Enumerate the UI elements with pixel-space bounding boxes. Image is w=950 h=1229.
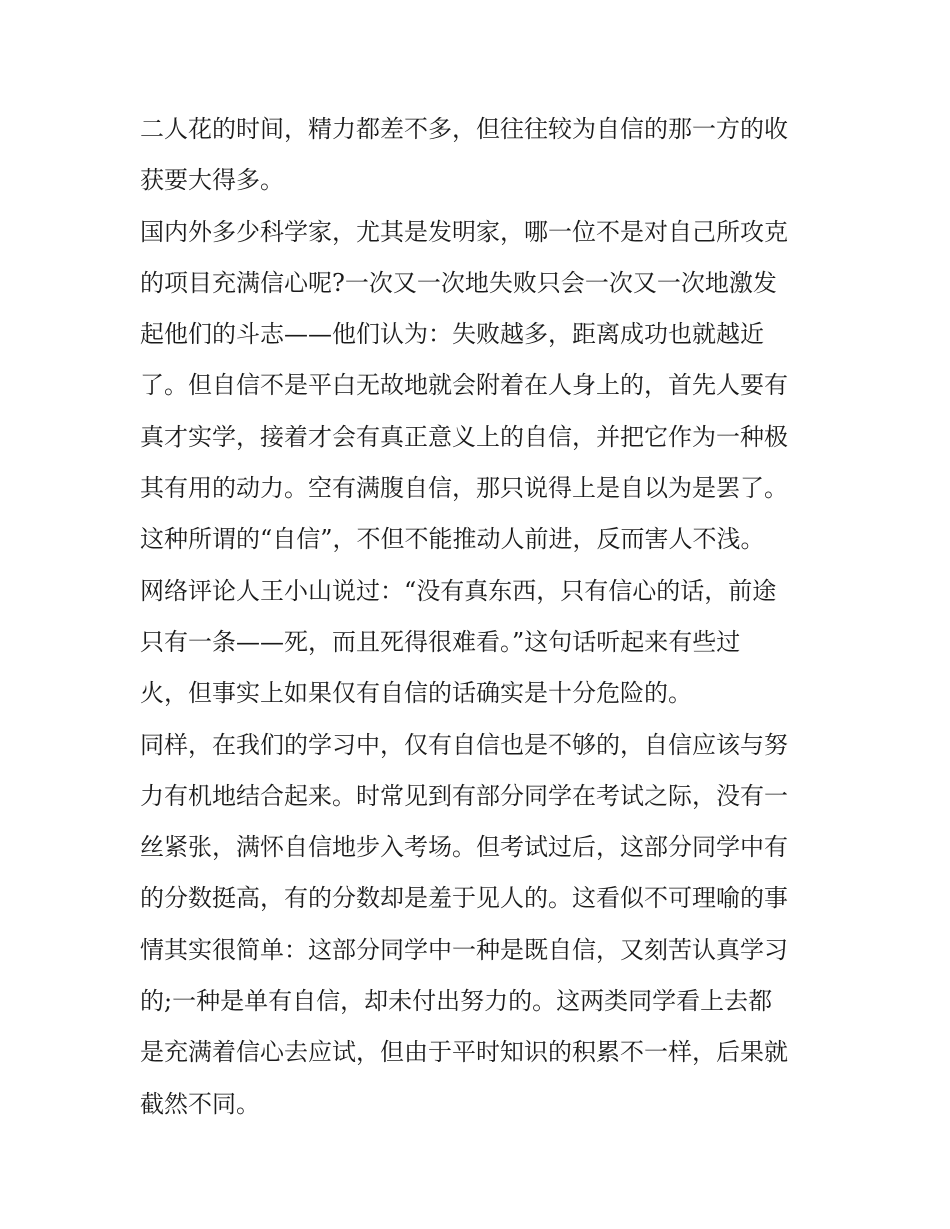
text-line: 其有用的动力。空有满腹自信，那只说得上是自以为是罢了。 xyxy=(140,474,788,503)
text-line: 情其实很简单：这部分同学中一种是既自信，又刻苦认真学习 xyxy=(140,935,788,964)
text-line: 真才实学，接着才会有真正意义上的自信，并把它作为一种极 xyxy=(140,422,788,451)
text-line: 是充满着信心去应试，但由于平时知识的积累不一样，后果就 xyxy=(140,1038,788,1067)
text-line: 起他们的斗志——他们认为：失败越多，距离成功也就越近 xyxy=(140,320,764,349)
text-line: 这种所谓的“自信”，不但不能推动人前进，反而害人不浅。 xyxy=(140,525,765,554)
text-line: 火，但事实上如果仅有自信的话确实是十分危险的。 xyxy=(140,679,692,708)
text-line: 只有一条——死，而且死得很难看。”这句话听起来有些过 xyxy=(140,627,741,656)
text-line: 力有机地结合起来。时常见到有部分同学在考试之际，没有一 xyxy=(140,781,788,810)
text-line: 截然不同。 xyxy=(140,1089,260,1118)
text-line: 丝紧张，满怀自信地步入考场。但考试过后，这部分同学中有 xyxy=(140,833,788,862)
body-text xyxy=(140,104,820,1130)
text-line: 同样，在我们的学习中，仅有自信也是不够的，自信应该与努 xyxy=(140,730,788,759)
text-line: 的;一种是单有自信，却未付出努力的。这两类同学看上去都 xyxy=(140,987,773,1016)
text-line: 的项目充满信心呢?一次又一次地失败只会一次又一次地激发 xyxy=(140,268,777,297)
text-line: 了。但自信不是平白无故地就会附着在人身上的，首先人要有 xyxy=(140,371,788,400)
text-line: 二人花的时间，精力都差不多，但往往较为自信的那一方的收 xyxy=(140,115,788,143)
text-line: 网络评论人王小山说过：“没有真东西，只有信心的话，前途 xyxy=(140,576,777,605)
text-line: 获要大得多。 xyxy=(140,166,284,195)
text-line: 的分数挺高，有的分数却是羞于见人的。这看似不可理喻的事 xyxy=(140,884,788,913)
text-line: 国内外多少科学家，尤其是发明家，哪一位不是对自己所攻克 xyxy=(140,217,788,246)
